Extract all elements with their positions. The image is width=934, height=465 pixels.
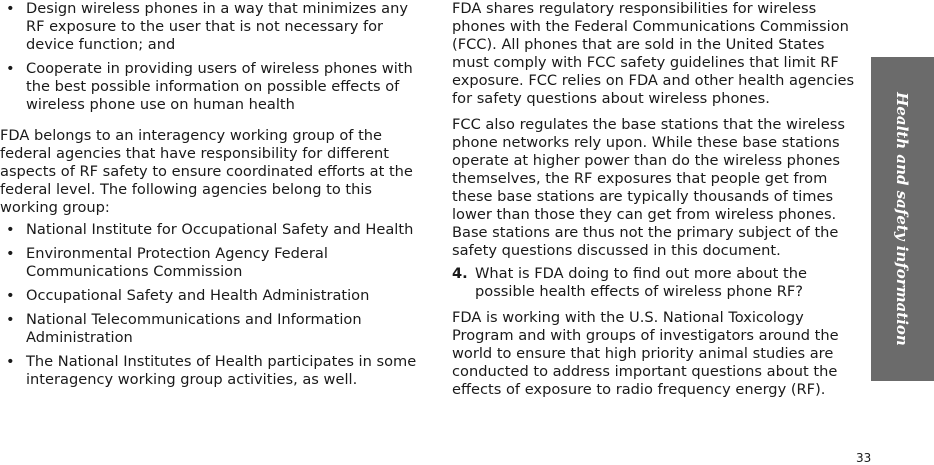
list-item: • Design wireless phones in a way that minimizes any RF exposure to the user that is not necessary for device function; and bbox=[0, 0, 420, 54]
question-number: 4. bbox=[452, 265, 468, 282]
question-item bbox=[452, 265, 857, 301]
question-text: What is FDA doing to find out more about the possible health effects of wireless phone RF? bbox=[475, 265, 807, 300]
section-side-tab bbox=[871, 57, 934, 381]
left-column bbox=[0, 0, 420, 389]
list-item: • National Telecommunications and Information Administration bbox=[0, 311, 420, 347]
page-number: 33 bbox=[856, 451, 872, 465]
fcc-paragraph: FDA shares regulatory responsibilities for wireless phones with the Federal Communications Commission (FCC). All phones that are sold in the United States must comply with FCC safety guidelines that limit RF exposure. FCC relies on FDA and other health agencies for safety questions about wireless phones. bbox=[452, 0, 855, 107]
research-paragraph: FDA is working with the U.S. National Toxicology Program and with groups of investigators around the world to ensure that high priority animal studies are conducted to address important questions about the effects of exposure to radio frequency energy (RF). bbox=[452, 309, 839, 398]
list-item: • Environmental Protection Agency Federal Communications Commission bbox=[0, 245, 420, 281]
base-stations-paragraph: FCC also regulates the base stations that the wireless phone networks rely upon. While these base stations operate at higher power than do the wireless phones themselves, the RF exposures that people get from these base stations are typically thousands of times lower than those they can get from wireless phones. Base stations are thus not the primary subject of the safety questions discussed in this document. bbox=[452, 116, 845, 259]
list-item: • Cooperate in providing users of wireless phones with the best possible information on possible effects of wireless phone use on human health bbox=[0, 60, 420, 114]
list-item: • National Institute for Occupational Safety and Health bbox=[0, 221, 420, 239]
interagency-paragraph: FDA belongs to an interagency working group of the federal agencies that have responsibility for different aspects of RF safety to ensure coordinated efforts at the federal level. The following agencies belong to this working group: bbox=[0, 127, 413, 216]
agencies-list bbox=[0, 221, 420, 389]
section-tab-label: Health and safety information bbox=[893, 92, 911, 346]
right-column bbox=[452, 0, 857, 399]
list-item: • Occupational Safety and Health Administration bbox=[0, 287, 420, 305]
list-item: • The National Institutes of Health participates in some interagency working group activities, as well. bbox=[0, 353, 420, 389]
manufacturer-duties-list bbox=[0, 0, 420, 114]
